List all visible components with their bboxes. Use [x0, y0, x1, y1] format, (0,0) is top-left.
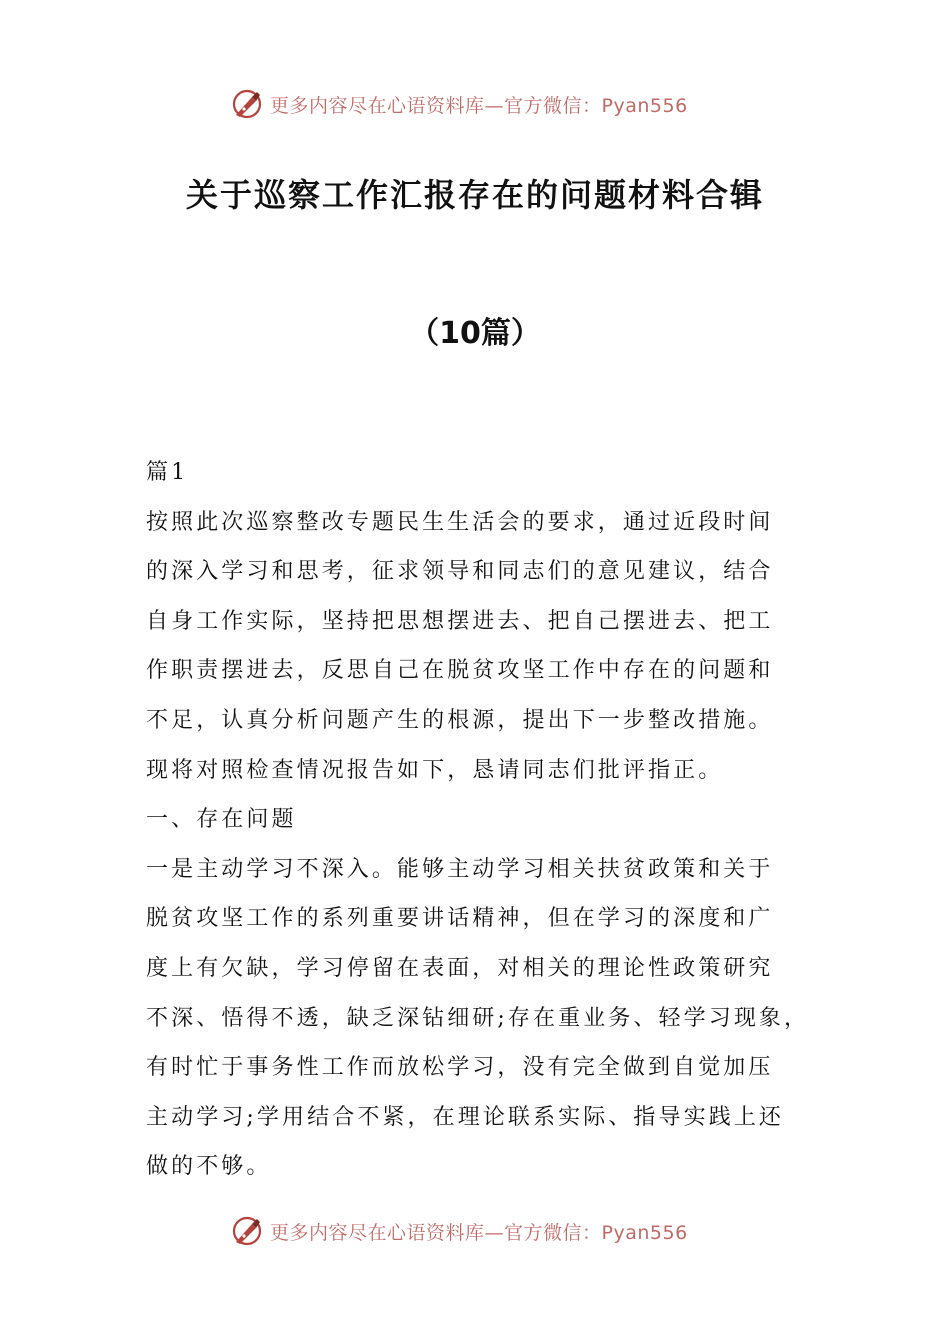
body-line: 按照此次巡察整改专题民生生活会的要求，通过近段时间 — [146, 509, 774, 535]
body-line: 不深、悟得不透，缺乏深钻细研;存在重业务、轻学习现象， — [146, 1005, 810, 1031]
body-line: 自身工作实际，坚持把思想摆进去、把自己摆进去、把工 — [146, 608, 774, 634]
footer-watermark — [230, 1211, 688, 1251]
body-line: 的深入学习和思考，征求领导和同志们的意见建议，结合 — [146, 559, 774, 585]
pen-nib-circle-icon — [230, 87, 264, 121]
section-heading: 一、存在问题 — [146, 807, 297, 833]
body-line: 做的不够。 — [146, 1154, 272, 1180]
body-line: 一是主动学习不深入。能够主动学习相关扶贫政策和关于 — [146, 856, 774, 882]
watermark-text: 更多内容尽在心语资料库—官方微信：Pyan556 — [270, 1221, 688, 1244]
document-title: 关于巡察工作汇报存在的问题材料合辑 — [185, 176, 764, 214]
watermark-brand: Pyan556 — [601, 94, 688, 117]
section-heading: 篇1 — [146, 460, 189, 485]
pen-nib-circle-icon — [230, 1214, 264, 1248]
body-line: 度上有欠缺，学习停留在表面，对相关的理论性政策研究 — [146, 955, 774, 981]
body-line: 不足，认真分析问题产生的根源，提出下一步整改措施。 — [146, 707, 774, 733]
body-line: 作职责摆进去，反思自己在脱贫攻坚工作中存在的问题和 — [146, 658, 774, 684]
watermark-brand: Pyan556 — [601, 1221, 688, 1244]
body-line: 脱贫攻坚工作的系列重要讲话精神，但在学习的深度和广 — [146, 906, 774, 932]
watermark-text: 更多内容尽在心语资料库—官方微信：Pyan556 — [270, 94, 688, 117]
body-line: 现将对照检查情况报告如下，恳请同志们批评指正。 — [146, 757, 724, 783]
body-line: 有时忙于事务性工作而放松学习，没有完全做到自觉加压 — [146, 1055, 774, 1081]
body-line: 主动学习;学用结合不紧，在理论联系实际、指导实践上还 — [146, 1104, 785, 1130]
header-watermark — [230, 84, 688, 124]
document-body — [146, 448, 816, 1192]
document-subtitle: （10篇） — [409, 316, 541, 351]
